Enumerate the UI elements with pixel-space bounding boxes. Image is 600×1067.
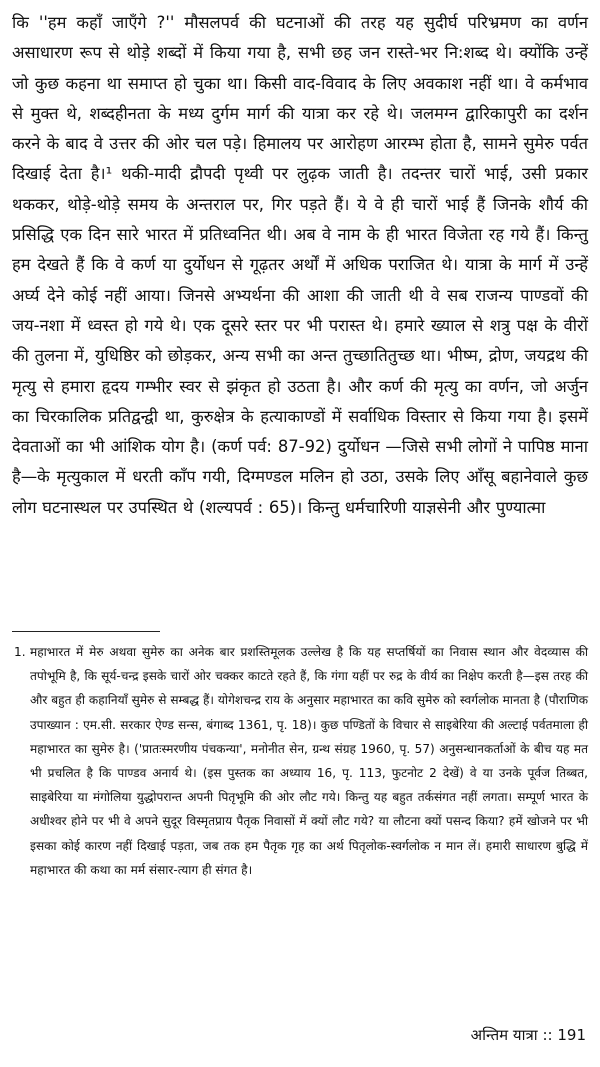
footnote-text: महाभारत में मेरु अथवा सुमेरु का अनेक बार प्रशस्तिमूलक उल्लेख है कि यह सप्तर्षियों का निवास स्थान और वेदव्यास की तपोभूमि है, कि सूर्य-चन्द्र इसके चारों ओर चक्कर काटते रहते हैं, कि गंगा यहीं पर रुद्र के वीर्य का निक्षेप करती है—इस तरह की और बहुत ही कहानियाँ सुमेरु से सम्बद्ध हैं। योगेशचन्द्र राय के अनुसार महाभारत का कवि सुमेरु को स्वर्गलोक मानता है (पौराणिक उपाख्यान : एम.सी. सरकार ऐण्ड सन्स, बंगाब्द 1361, पृ. 18)। कुछ पण्डितों के विचार से साइबेरिया की अल्टाई पर्वतमाला ही महाभारत का सुमेरु है। ('प्रातःस्मरणीय पंचकन्या', मनोनीत सेन, ग्रन्थ संग्रह 1960, पृ. 57) अनुसन्धानकर्ताओं के बीच यह मत भी प्रचलित है कि पाण्डव अनार्य थे। (इस पुस्तक का अध्याय 16, पृ. 113, फुटनोट 2 देखें) वे या उनके पूर्वज तिब्बत, साइबेरिया या मंगोलिया युद्धोपरान्त अपनी पितृभूमि की ओर लौट गये। किन्तु यह बहुत तर्कसंगत नहीं लगता। सम्पूर्ण भारत के अधीश्वर होने पर भी वे अपने सुदूर विस्मृतप्राय पैतृक निवासों में क्यों लौट गये? या लौटना क्यों पसन्द किया? हमें खोजने पर भी इसका कोई कारण नहीं दिखाई पड़ता, जब तक हम पैतृक गृह का अर्थ पितृलोक-स्वर्गलोक न मान लें। हमारी साधारण बुद्धि में महाभारत की कथा का मर्म संसार-त्याग ही संगत है। (30, 645, 588, 877)
footer-separator: :: (542, 1026, 553, 1044)
footnote (14, 640, 588, 882)
running-footer (471, 1025, 586, 1045)
footnote-divider (12, 631, 160, 632)
page-number: 191 (557, 1026, 586, 1044)
main-paragraph: कि ''हम कहाँ जाएँगे ?'' मौसलपर्व की घटनाओं की तरह यह सुदीर्घ परिभ्रमण का वर्णन असाधारण रूप से थोड़े शब्दों में किया गया है, सभी छह जन रास्ते-भर नि:शब्द थे। क्योंकि उन्हें जो कुछ कहना था समाप्त हो चुका था। किसी वाद-विवाद के लिए अवकाश नहीं था। वे कर्मभाव से मुक्त थे, शब्दहीनता के मध्य दुर्गम मार्ग की यात्रा कर रहे थे। जलमग्न द्वारिकापुरी का दर्शन करने के बाद वे उत्तर की ओर चल पड़े। हिमालय पर आरोहण आरम्भ होता है, सामने सुमेरु पर्वत दिखाई देता है।¹ थकी-मादी द्रौपदी पृथ्वी पर लुढ़क जाती है। तदन्तर चारों भाई, उसी प्रकार थककर, थोड़े-थोड़े समय के अन्तराल पर, गिर पड़ते हैं। ये वे ही चारों भाई हैं जिनके शौर्य की प्रसिद्धि एक दिन सारे भारत में प्रतिध्वनित थी। अब वे नाम के ही भारत विजेता रह गये हैं। किन्तु हम देखते हैं कि वे कर्ण या दुर्योधन से गूढ़तर अर्थों में अधिक पराजित थे। यात्रा के मार्ग में उन्हें अर्घ्य देने कोई नहीं आया। जिनसे अभ्यर्थना की आशा की जाती थी वे सब राजन्य पाण्डवों की जय-नशा में ध्वस्त हो गये थे। एक दूसरे स्तर पर भी परास्त थे। हमारे ख्याल से शत्रु पक्ष के वीरों की तुलना में, युधिष्ठिर को छोड़कर, अन्य सभी का अन्त तुच्छातितुच्छ था। भीष्म, द्रोण, जयद्रथ की मृत्यु से हमारा हृदय गम्भीर स्वर से झंकृत हो उठता है। और कर्ण की मृत्यु का वर्णन, जो अर्जुन का चिरकालिक प्रतिद्वन्द्वी था, कुरुक्षेत्र के हत्याकाण्डों में सर्वाधिक विस्तार से किया गया है। इसमें देवताओं का भी आंशिक योग है। (कर्ण पर्व: 87-92) दुर्योधन —जिसे सभी लोगों ने पापिष्ठ माना है—के मृत्युकाल में धरती काँप गयी, दिग्मण्डल मलिन हो उठा, उसके लिए आँसू बहानेवाले कुछ लोग घटनास्थल पर उपस्थित थे (शल्यपर्व : 65)। किन्तु धर्मचारिणी याज्ञसेनी और पुण्यात्मा (12, 13, 588, 517)
footnote-number: 1. (14, 645, 26, 659)
footer-chapter-title: अन्तिम यात्रा (470, 1026, 538, 1044)
